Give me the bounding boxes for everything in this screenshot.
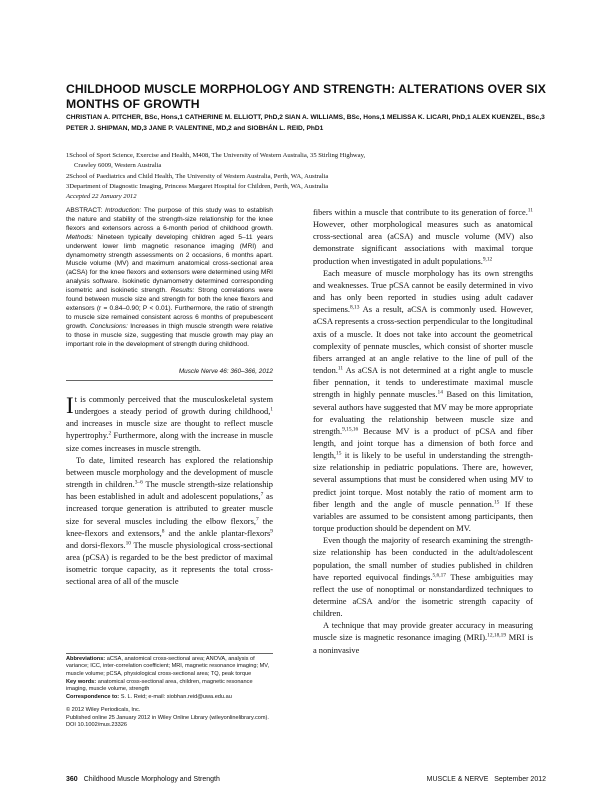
abbreviations-text: aCSA, anatomical cross-sectional area; ANOVA, analysis of variance; ICC, inter-correlation coefficient; MRI, magnetic resonance imaging; MV, muscle volume; pCSA, physiological cross-sectional area; TQ, peak torque	[66, 656, 270, 677]
abstract-results-label: Results:	[170, 287, 195, 295]
correspondence-text: S. L. Reid; e-mail: siobhan.reid@uwa.edu.au	[120, 694, 232, 701]
author-list: CHRISTIAN A. PITCHER, BSc, Hons,1 CATHERINE M. ELLIOTT, PhD,2 SIAN A. WILLIAMS, BSc, Hons,1 MELISSA K. LICARI, PhD,1 ALEX KUENZEL, BSc,3 PETER J. SHIPMAN, MD,3 JANE P. VALENTINE, MD,2 and SIOBHÁN L. REID, PhD1	[66, 114, 545, 132]
keywords-label: Key words:	[66, 678, 97, 685]
published-online: Published online 25 January 2012 in Wiley Online Library (wileyonlinelibrary.com). DOI 10.1002/mus.23326	[66, 715, 269, 729]
paragraph: fibers within a muscle that contribute to its generation of force.$^{11}$ However, other morphological measures such as anatomical cross-sectional area (aCSA) and muscle volume (MV) also demonstrate significant associations with maximal torque production when investigated in adult populations.$^{9,12}$	[313, 207, 533, 266]
citation-ref: 15	[336, 450, 342, 457]
citation-ref: 2	[108, 430, 112, 437]
citation-ref: 12,18,19	[487, 632, 507, 639]
body-column-right	[313, 207, 533, 657]
citation-ref: 15	[493, 499, 500, 506]
abbreviations	[66, 656, 273, 678]
drop-cap: I	[66, 393, 74, 418]
affiliation-1: 1School of Sport Science, Exercise and Health, M408, The University of Western Australia, 35 Stirling Highway,	[66, 152, 366, 159]
footer-right	[427, 776, 546, 783]
citation-ref: 3–6	[134, 479, 143, 486]
running-title: Childhood Muscle Morphology and Strength	[83, 776, 220, 783]
abstract-results: Strong correlations were found between muscle size and strength for both the knee flexors and extensors (r = 0.84–0.90; P < 0.01). Furthermore, the ratio of strength to muscle size remained consistent across 6 months of prepubescent growth.	[66, 287, 273, 330]
paragraph-text: t is commonly perceived that the musculoskeletal system undergoes a steady period of growth during childhood,$^1$ and increases in muscle size are thought to reflect muscle hypertrophy.$^2$ Furthermore, along with the increase in muscle size comes increases in muscle strength.	[66, 395, 273, 453]
abstract-citation: Muscle Nerve 46: 360–366, 2012	[178, 368, 273, 375]
abstract-intro-label: Introduction:	[105, 207, 142, 214]
citation-ref: 5,6,17	[432, 572, 446, 579]
body-column-left	[66, 394, 273, 589]
journal-issue: September 2012	[494, 776, 546, 783]
abstract-label: ABSTRACT:	[66, 207, 103, 214]
page-number: 360	[66, 776, 78, 783]
citation-ref: 14	[437, 389, 443, 396]
citation-ref: 11	[337, 365, 344, 372]
correspondence-label: Correspondence to:	[66, 694, 120, 701]
abstract-methods-label: Methods:	[66, 233, 94, 241]
paragraph: A technique that may provide greater accuracy in measuring muscle size is magnetic resonance imaging (MRI).$^{12,18,19}$ MRI is a noninvasive	[313, 621, 533, 655]
abstract-intro: The purpose of this study was to establish the nature and stability of the strength-size relationship for the knee flexors and extensors across a 6-month period of childhood growth.	[66, 207, 273, 232]
abstract-methods: Nineteen typically developing children aged 5–11 years underwent lower limb magnetic resonance imaging (MRI) and dynamometry strength assessments on 2 occasions, 6 months apart. Muscle volume (MV) and maximum anatomical cross-sectional area (aCSA) for the knee flexors and extensors were determined using MRI analysis software. Isokinetic dynamometry determined corresponding isometric and isokinetic strength.	[66, 233, 273, 295]
citation-ref: 9	[270, 528, 273, 535]
affiliation-3: 3Department of Diagnostic Imaging, Princess Margaret Hospital for Children, Perth, WA, Australia	[66, 182, 329, 190]
citation-ref: 9,12	[482, 256, 493, 263]
abstract	[66, 207, 273, 350]
citation-ref: 9,15,16	[342, 426, 359, 433]
citation-ref: 8,13	[349, 304, 360, 311]
citation-ref: 1	[270, 406, 273, 413]
abstract-divider	[66, 380, 273, 381]
abstract-conclusions-label: Conclusions:	[90, 322, 128, 330]
footnote-divider	[66, 653, 273, 654]
citation-ref: 10	[125, 540, 131, 547]
citation-ref: 11	[527, 207, 533, 214]
footnotes	[66, 656, 273, 731]
correspondence	[66, 694, 273, 701]
article-title: CHILDHOOD MUSCLE MORPHOLOGY AND STRENGTH: ALTERATIONS OVER SIX MONTHS OF GROWTH	[66, 82, 546, 111]
affiliation-2: 2School of Paediatrics and Child Health, The University of Western Australia, Perth, WA, Australia	[66, 172, 329, 180]
affiliation-1-cont: Crawley 6009, Western Australia	[74, 162, 162, 170]
copyright: © 2012 Wiley Periodicals, Inc.	[66, 706, 141, 713]
citation-ref: 7	[255, 516, 259, 523]
abbreviations-label: Abbreviations:	[66, 656, 106, 662]
citation-ref: 7	[260, 491, 264, 498]
affiliations	[66, 151, 546, 202]
paragraph: To date, limited research has explored the relationship between muscle morphology and the development of muscle strength in children.$^{3-6}$ The muscle strength-size relationship has been established in adult and adolescent populations,$^7$ as increased torque generation is attributed to greater muscle size for several muscles including the elbow flexors,$^7$ the knee-flexors and extensors,$^8$ and the ankle plantar-flexors$^9$ and dorsi-flexors.$^{10}$ The muscle physiological cross-sectional area (pCSA) is regarded to be the best predictor of maximal isometric torque capacity, as it represents the total cross-sectional area of all of the muscle	[66, 455, 273, 587]
keywords-text: anatomical cross-sectional area, children, magnetic resonance imaging, muscle volume, strength	[66, 678, 253, 693]
citation-ref: 8	[161, 528, 165, 535]
keywords	[66, 679, 273, 694]
paragraph: Each measure of muscle morphology has its own strengths and weaknesses. True pCSA cannot be easily determined in vivo and has only been reported in studies using adult cadaver specimens.$^{8,13}$ As a result, aCSA is commonly used. However, aCSA represents a cross-section perpendicular to the longitudinal axis of a muscle. It does not take into account the geometrical complexity of pennate muscles, which consist of shorter muscle fibers arranged at an angle relative to the line of pull of the tendon.$^{11}$ As aCSA is not determined at a right angle to muscle fiber pennation, it tends to underestimate maximal muscle strength in highly pennate muscles.$^{14}$ Based on this limitation, several authors have suggested that MV may be more appropriate for evaluating the relationship between muscle size and strength.$^{9,15,16}$ Because MV is a product of pCSA and fiber length, and joint torque has a dimension of both force and length,$^{15}$ it is likely to be useful in understanding the strength-size relationship in pediatric populations. There are, however, several assumptions that must be considered when using MV to predict joint torque. Most notably the ratio of moment arm to fiber length and the angle of muscle pennation.$^{15}$ If these variables are assumed to be consistent among participants, then torque production should be dependent on MV.	[313, 268, 533, 534]
footer-left	[66, 776, 220, 783]
journal-name: MUSCLE & NERVE	[426, 776, 489, 783]
abstract-conclusions: Increases in thigh muscle strength were relative to those in muscle size, suggesting that muscle growth may play an important role in the development of strength during childhood.	[66, 322, 273, 348]
paragraph-intro	[66, 394, 273, 455]
accepted-date: Accepted 22 January 2012	[66, 193, 137, 201]
paragraph: Even though the majority of research examining the strength-size relationship has been conducted in the adult/adolescent population, the small number of studies published in children have reported equivocal findings.$^{5,6,17}$ These ambiguities may reflect the use of nonoptimal or nonstandardized techniques to determine aCSA and/or the isometric strength capacity of children.	[313, 536, 534, 619]
